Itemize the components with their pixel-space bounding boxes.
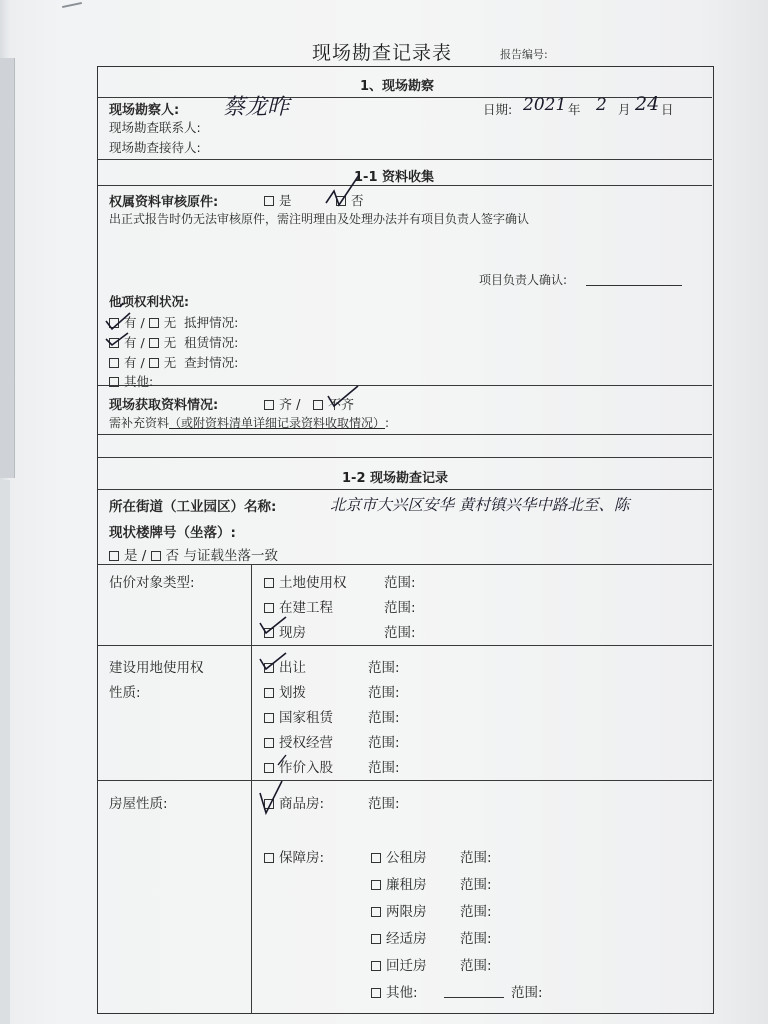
date-day-value[interactable]: 24 (635, 93, 660, 115)
affordable-public-rental[interactable]: 公租房 (371, 846, 427, 866)
checkbox[interactable] (149, 358, 159, 368)
rule (98, 489, 712, 490)
section-1-2-title: 1-2 现场勘查记录 (342, 471, 449, 486)
checkbox[interactable] (371, 880, 381, 890)
onsite-incomplete-check-icon (324, 380, 364, 412)
range-label: 范围: (368, 796, 400, 812)
affordable-economic[interactable]: 经适房 (371, 927, 427, 947)
survey-form (97, 66, 714, 1014)
mortgage-row[interactable]: 有 / 无 抵押情况: (109, 313, 238, 331)
range-label: 范围: (460, 958, 492, 974)
pen-mark (62, 2, 82, 8)
review-note: 出正式报告时仍无法审核原件，需注明理由及处理办法并有项目负责人签字确认 (109, 212, 530, 226)
range-label: 范围: (460, 850, 492, 866)
rule (98, 159, 712, 160)
onsite-docs-options[interactable]: 齐 / 不齐 (264, 394, 354, 413)
supplement-note: 需补充资料（或附资料清单详细记录资料收取情况）: (109, 416, 390, 430)
land-use-authorized[interactable]: 授权经营 (264, 731, 333, 751)
range-label: 范围: (368, 660, 400, 676)
document-title: 现场勘查记录表 (312, 42, 453, 64)
street-label: 所在街道（工业园区）名称: (109, 499, 277, 515)
seizure-row[interactable]: 有 / 无 查封情况: (109, 353, 238, 371)
date-month-unit: 月 (618, 102, 631, 117)
rule (98, 97, 712, 98)
contact-label: 现场勘查联系人: (109, 120, 201, 135)
pm-confirm-label: 项目负责人确认: (479, 273, 568, 287)
land-use-allocation[interactable]: 划拨 (264, 681, 306, 701)
rights-check-icon (100, 301, 144, 349)
lease-row[interactable]: 有 / 无 租赁情况: (109, 333, 238, 351)
checkbox[interactable] (264, 196, 274, 206)
adjacent-sheet-edge (0, 58, 15, 478)
checkbox[interactable] (109, 358, 119, 368)
section-1-title: 1、现场勘察 (360, 79, 435, 94)
date-year-unit: 年 (568, 102, 581, 117)
receiver-label: 现场勘查接待人: (109, 140, 201, 155)
land-use-transfer[interactable]: 出让 (264, 656, 306, 676)
checkbox[interactable] (109, 377, 119, 387)
checkbox[interactable] (264, 853, 274, 863)
checkbox[interactable] (313, 400, 323, 410)
inspector-signature[interactable]: 蔡龙昨 (223, 95, 290, 120)
checkbox[interactable] (264, 603, 274, 613)
street-value[interactable]: 北京市大兴区安华 黄村镇兴华中路北至、陈 (330, 496, 630, 514)
consistency-row[interactable]: 是 / 否 与证载坐落一致 (109, 544, 278, 564)
date-year-value[interactable]: 2021 (523, 95, 567, 115)
other-rights-label: 他项权利状况: (109, 294, 189, 309)
checkbox[interactable] (151, 551, 161, 561)
checkbox[interactable] (149, 338, 159, 348)
review-yes-option[interactable]: 是 (264, 191, 292, 209)
range-label: 范围: (384, 625, 416, 641)
rule (98, 185, 712, 186)
object-type-label: 估价对象类型: (109, 575, 195, 591)
checkbox[interactable] (264, 400, 274, 410)
section-1-1-title: 1-1 资料收集 (354, 170, 435, 185)
range-label: 范围: (368, 710, 400, 726)
date-day-unit: 日 (661, 102, 674, 117)
review-original-label: 权属资料审核原件: (109, 195, 219, 210)
review-no-check-icon (323, 171, 363, 211)
rule (98, 780, 712, 781)
affordable-other-field[interactable] (444, 983, 504, 998)
house-commercial[interactable]: 商品房: (264, 792, 324, 812)
inspector-label: 现场勘察人: (109, 103, 180, 118)
affordable-relocation[interactable]: 回迁房 (371, 954, 427, 974)
land-use-equity[interactable]: 作价入股 (264, 756, 333, 776)
rule (98, 564, 712, 565)
checkbox[interactable] (264, 578, 274, 588)
range-label: 范围: (384, 575, 416, 591)
rule (98, 434, 712, 435)
column-divider (251, 564, 252, 1013)
pm-signature-field[interactable] (586, 271, 682, 286)
affordable-low-rent[interactable]: 廉租房 (371, 873, 427, 893)
range-label: 范围: (460, 904, 492, 920)
affordable-price-limited[interactable]: 两限房 (371, 900, 427, 920)
checkbox[interactable] (371, 853, 381, 863)
house-nature-label: 房屋性质: (109, 796, 168, 812)
checkbox[interactable] (371, 988, 381, 998)
range-label: 范围: (368, 760, 400, 776)
affordable-other[interactable]: 其他: (371, 981, 418, 1001)
range-label: 范围: (368, 735, 400, 751)
other-row[interactable]: 其他: (109, 372, 153, 390)
checkbox[interactable] (371, 934, 381, 944)
review-no-option[interactable]: 否 (336, 191, 364, 209)
range-label: 范围: (368, 685, 400, 701)
checkbox[interactable] (149, 318, 159, 328)
date-month-value[interactable]: 2 (596, 95, 607, 115)
rule (98, 457, 712, 458)
report-number-label: 报告编号: (500, 48, 548, 61)
rule (98, 645, 712, 646)
range-label: 范围: (460, 877, 492, 893)
rule (98, 385, 712, 386)
land-use-label: 建设用地使用权 (109, 660, 204, 676)
existing-check-icon (256, 613, 290, 639)
onsite-docs-label: 现场获取资料情况: (109, 398, 219, 413)
checkbox[interactable] (109, 551, 119, 561)
object-type-construction[interactable]: 在建工程 (264, 596, 333, 616)
range-label: 范围: (384, 600, 416, 616)
transfer-check-icon (256, 649, 296, 769)
adjacent-sheet-edge-lower (0, 480, 10, 1024)
range-label: 范围: (511, 985, 543, 1001)
checkbox[interactable] (371, 961, 381, 971)
land-use-label-2: 性质: (109, 685, 141, 701)
object-type-land[interactable]: 土地使用权 (264, 571, 347, 591)
house-affordable[interactable]: 保障房: (264, 846, 324, 866)
building-number-label: 现状楼牌号（坐落）: (109, 525, 236, 541)
date-label: 日期: (483, 102, 513, 117)
range-label: 范围: (460, 931, 492, 947)
object-type-existing[interactable]: 现房 (264, 621, 306, 641)
checkbox[interactable] (371, 907, 381, 917)
commercial-check-icon (254, 777, 288, 817)
land-use-lease[interactable]: 国家租赁 (264, 706, 333, 726)
